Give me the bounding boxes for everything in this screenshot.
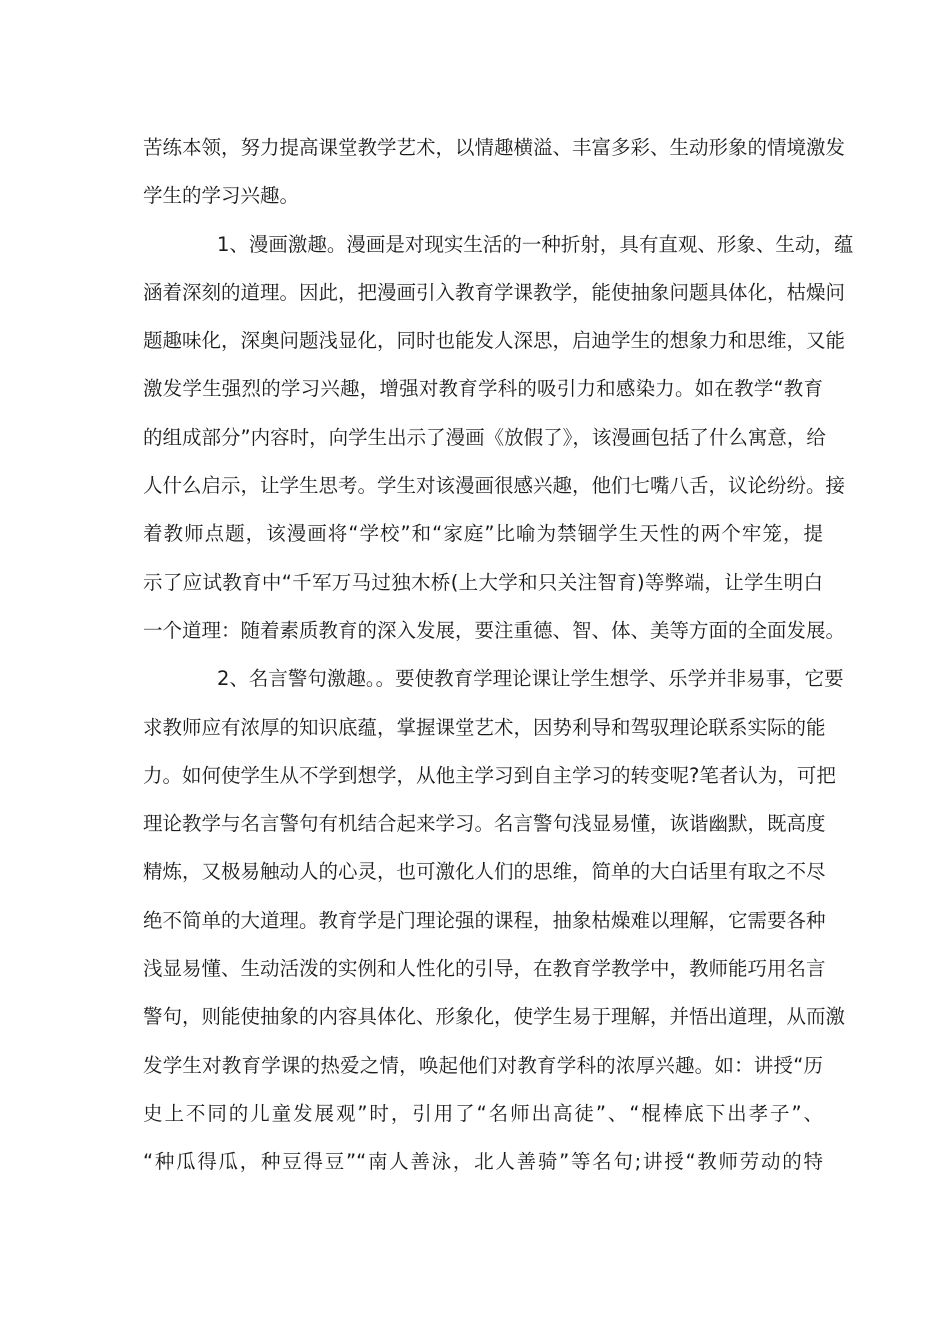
text-line: 示了应试教育中“千军万马过独木桥(上大学和只关注智育)等弊端，让学生明白	[143, 570, 823, 594]
text-line: 发学生对教育学课的热爱之情，唤起他们对教育学科的浓厚兴趣。如：讲授“历	[143, 1053, 823, 1077]
text-line: 史上不同的儿童发展观”时，引用了“名师出高徒”、“棍棒底下出孝子”、	[143, 1101, 823, 1125]
body-text	[143, 124, 854, 1187]
paragraph-heading-line: 2、名言警句激趣。。要使教育学理论课让学生想学、乐学并非易事，它要	[217, 667, 844, 691]
text-line: 理论教学与名言警句有机结合起来学习。名言警句浅显易懂，诙谐幽默，既高度	[143, 812, 826, 836]
text-line: 力。如何使学生从不学到想学，从他主学习到自主学习的转变呢?笔者认为，可把	[143, 763, 836, 787]
text-line: 警句，则能使抽象的内容具体化、形象化，使学生易于理解，并悟出道理，从而激	[143, 1005, 846, 1029]
text-line: 人什么启示，让学生思考。学生对该漫画很感兴趣，他们七嘴八舌，议论纷纷。接	[143, 474, 846, 498]
paragraph-heading-line: 1、漫画激趣。漫画是对现实生活的一种折射，具有直观、形象、生动，蕴	[217, 232, 854, 256]
text-line: “种瓜得瓜，种豆得豆”“南人善泳，北人善骑”等名句;讲授“教师劳动的特	[143, 1150, 823, 1174]
text-line: 学生的学习兴趣。	[143, 184, 300, 208]
text-line: 浅显易懂、生动活泼的实例和人性化的引导，在教育学教学中，教师能巧用名言	[143, 957, 826, 981]
text-line: 精炼，又极易触动人的心灵，也可激化人们的思维，简单的大白话里有取之不尽	[143, 860, 826, 884]
text-line: 的组成部分”内容时，向学生出示了漫画《放假了》，该漫画包括了什么寓意，给	[143, 425, 826, 449]
text-line: 苦练本领，努力提高课堂教学艺术，以情趣横溢、丰富多彩、生动形象的情境激发	[143, 136, 846, 159]
text-line: 绝不简单的大道理。教育学是门理论强的课程，抽象枯燥难以理解，它需要各种	[143, 908, 826, 932]
text-line: 着教师点题，该漫画将“学校”和“家庭”比喻为禁锢学生天性的两个牢笼，提	[143, 522, 823, 546]
text-line: 涵着深刻的道理。因此，把漫画引入教育学课教学，能使抽象问题具体化，枯燥问	[143, 280, 846, 304]
text-line: 激发学生强烈的学习兴趣，增强对教育学科的吸引力和感染力。如在教学“教育	[143, 377, 823, 401]
text-line: 求教师应有浓厚的知识底蕴，掌握课堂艺术，因势利导和驾驭理论联系实际的能	[143, 715, 826, 739]
text-line: 一个道理：随着素质教育的深入发展，要注重德、智、体、美等方面的全面发展。	[143, 618, 846, 642]
text-line: 题趣味化，深奥问题浅显化，同时也能发人深思，启迪学生的想象力和思维，又能	[143, 329, 846, 353]
